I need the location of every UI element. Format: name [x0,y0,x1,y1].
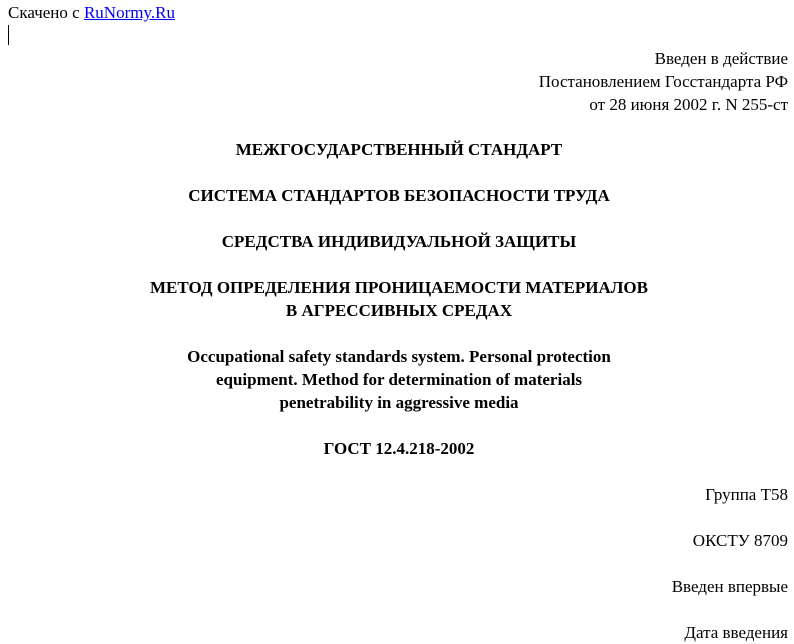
method-title-line-2: В АГРЕССИВНЫХ СРЕДАХ [285,301,513,320]
runormy-link[interactable]: RuNormy.Ru [83,3,175,22]
introduced-line: Введен в действие [654,49,788,68]
introduced-first-label: Введен впервые [671,577,788,596]
protection-means-title: СРЕДСТВА ИНДИВИДУАЛЬНОЙ ЗАЩИТЫ [221,232,577,251]
download-source-line [8,3,175,23]
resolution-date-line: от 28 июня 2002 г. N 255-ст [589,95,788,114]
introduction-block [539,47,788,116]
english-title-line-3: penetrability in aggressive media [279,393,519,412]
english-title-line-1: Occupational safety standards system. Personal protection [187,347,611,366]
method-title [0,276,794,322]
gost-number: ГОСТ 12.4.218-2002 [323,439,475,458]
download-prefix: Скачено с [8,3,80,22]
resolution-line: Постановлением Госстандарта РФ [538,72,788,91]
group-label: Группа Т58 [705,485,788,504]
method-title-line-1: МЕТОД ОПРЕДЕЛЕНИЯ ПРОНИЦАЕМОСТИ МАТЕРИАЛОВ [150,278,648,297]
text-cursor [8,25,9,45]
system-title: СИСТЕМА СТАНДАРТОВ БЕЗОПАСНОСТИ ТРУДА [188,186,610,205]
okstu-label: ОКСТУ 8709 [692,531,788,550]
english-title-line-2: equipment. Method for determination of materials [215,370,583,389]
interstate-standard-title: МЕЖГОСУДАРСТВЕННЫЙ СТАНДАРТ [235,140,563,159]
introduction-date-label: Дата введения [684,623,788,642]
english-title [0,345,794,414]
